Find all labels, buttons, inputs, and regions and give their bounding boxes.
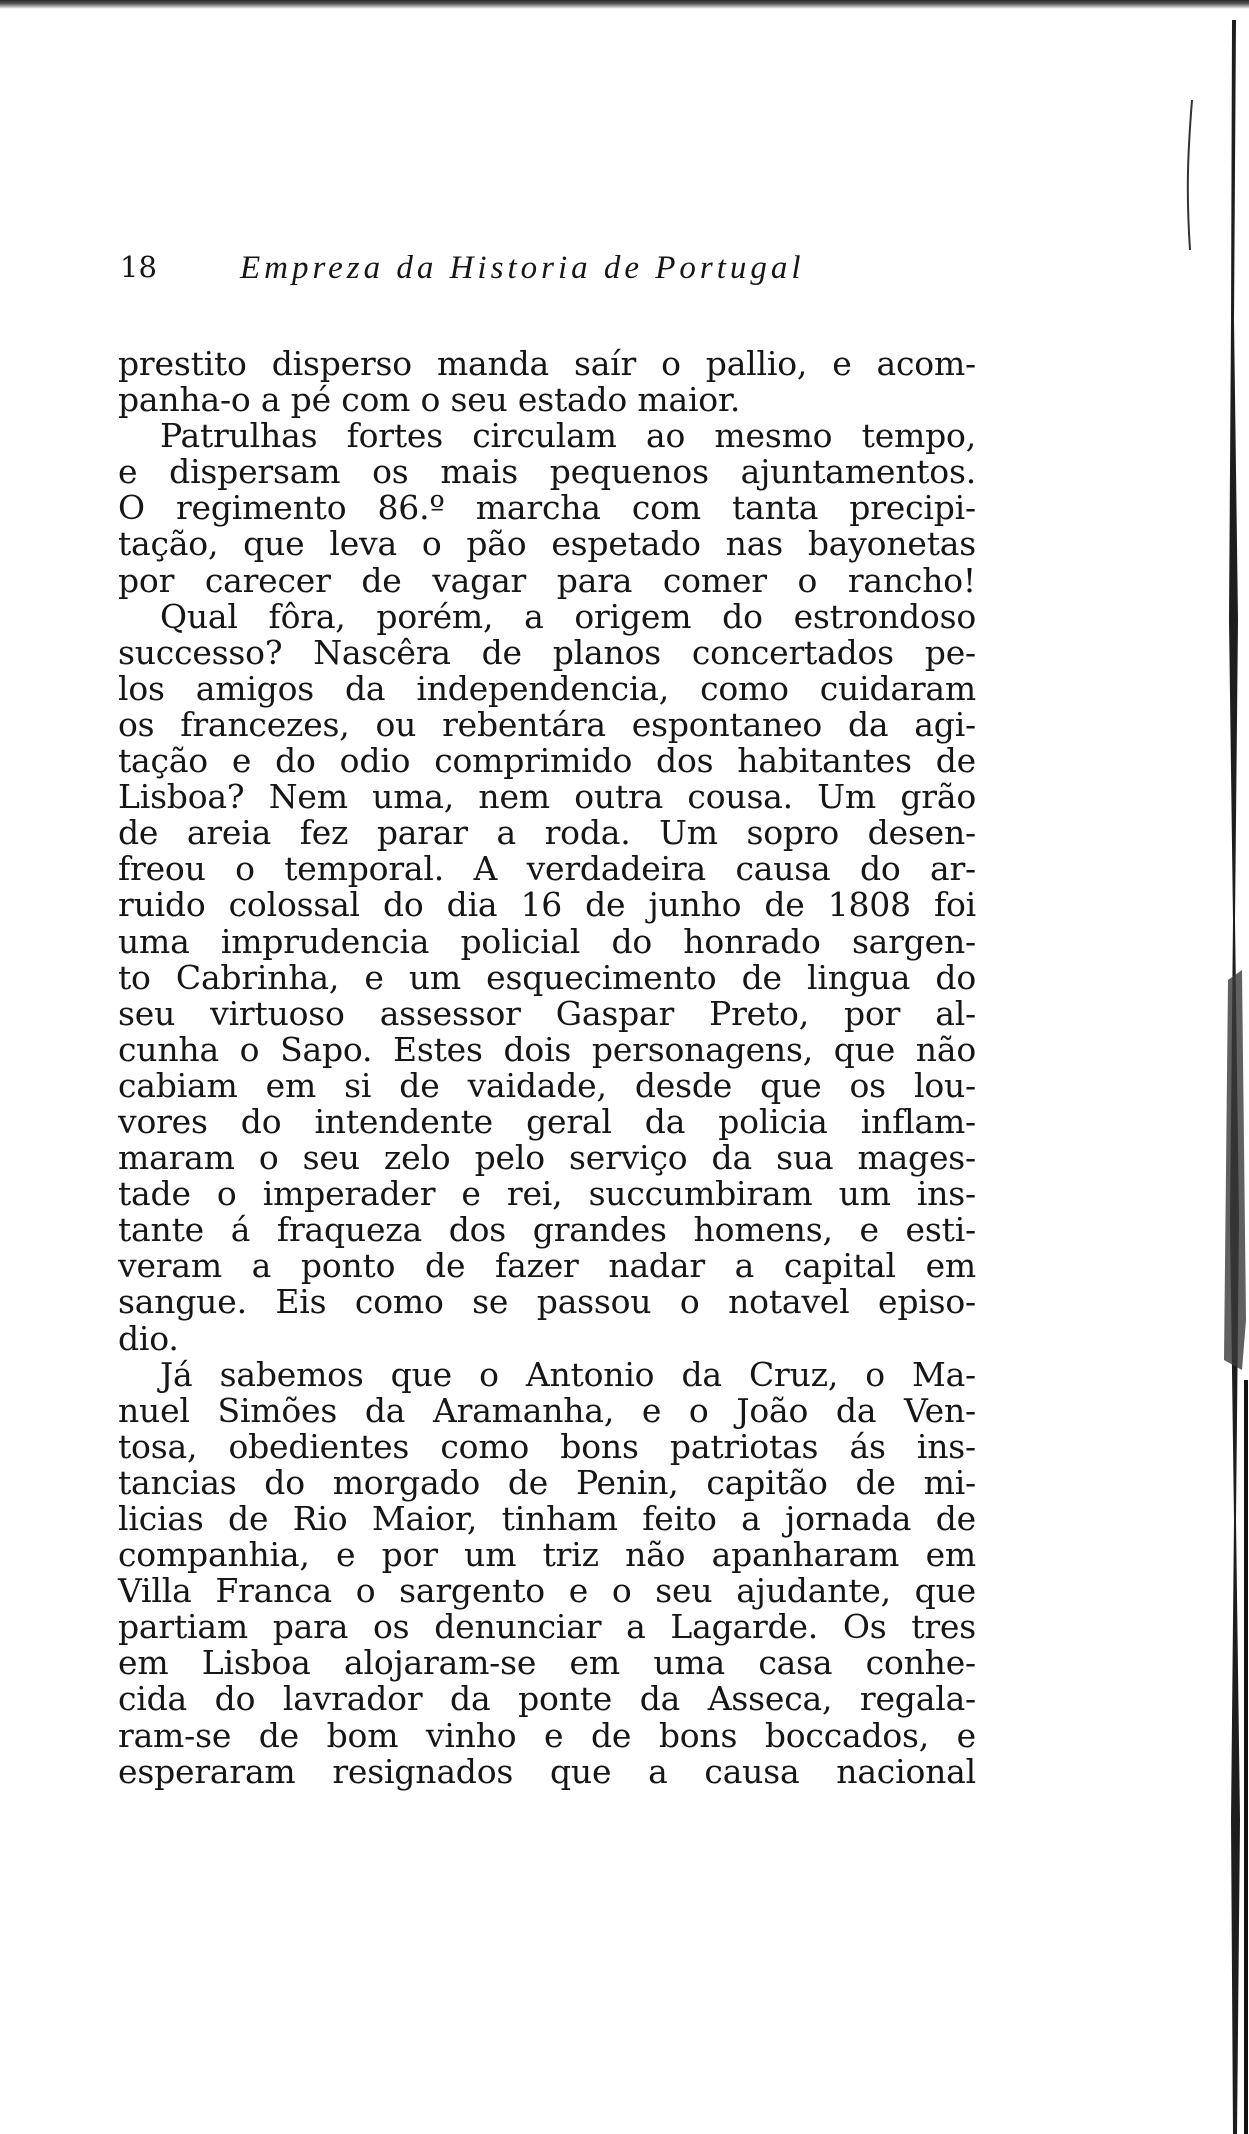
text-line: companhia, e por um triz não apanharam em bbox=[118, 1535, 976, 1575]
text-line: tade o imperader e rei, succumbiram um ins- bbox=[118, 1174, 976, 1214]
body-text bbox=[118, 346, 976, 1790]
text-line: ram-se de bom vinho e de bons boccados, e bbox=[118, 1715, 976, 1755]
text-line: Qual fôra, porém, a origem do estrondoso bbox=[160, 596, 976, 636]
text-line: tação e do odio comprimido dos habitantes de bbox=[118, 741, 976, 781]
text-line: los amigos da independencia, como cuidaram bbox=[118, 668, 976, 708]
text-line: vores do intendente geral da policia inflam- bbox=[118, 1101, 976, 1141]
text-line: tancias do morgado de Penin, capitão de mi- bbox=[118, 1462, 976, 1502]
text-line: veram a ponto de fazer nadar a capital em bbox=[118, 1246, 976, 1286]
text-line: nuel Simões da Aramanha, e o João da Ven- bbox=[118, 1390, 976, 1430]
scan-binding-edge bbox=[1184, 20, 1249, 2134]
text-line: tosa, obedientes como bons patriotas ás ins- bbox=[118, 1426, 976, 1466]
text-line: tação, que leva o pão espetado nas bayonetas bbox=[118, 524, 976, 564]
text-line: por carecer de vagar para comer o rancho! bbox=[118, 560, 976, 600]
text-line: cabiam em si de vaidade, desde que os lou- bbox=[118, 1065, 976, 1105]
page-number: 18 bbox=[120, 250, 157, 284]
text-line: freou o temporal. A verdadeira causa do ar- bbox=[118, 849, 976, 889]
text-line: maram o seu zelo pelo serviço da sua mages- bbox=[118, 1138, 976, 1178]
text-line: Patrulhas fortes circulam ao mesmo tempo, bbox=[160, 416, 976, 456]
text-line: prestito disperso manda saír o pallio, e acom- bbox=[118, 344, 976, 383]
page-header bbox=[120, 250, 860, 290]
text-line: cida do lavrador da ponte da Asseca, regala- bbox=[118, 1679, 976, 1719]
text-line: em Lisboa alojaram-se em uma casa conhe- bbox=[118, 1643, 976, 1683]
text-line: seu virtuoso assessor Gaspar Preto, por al- bbox=[118, 993, 976, 1033]
text-line: partiam para os denunciar a Lagarde. Os tres bbox=[118, 1607, 976, 1647]
text-line: sangue. Eis como se passou o notavel episo- bbox=[118, 1282, 976, 1322]
text-line: de areia fez parar a roda. Um sopro desen- bbox=[118, 813, 976, 853]
text-line: dio. bbox=[118, 1318, 179, 1358]
text-line: O regimento 86.º marcha com tanta precipi- bbox=[118, 488, 976, 528]
text-line: Villa Franca o sargento e o seu ajudante, que bbox=[118, 1571, 976, 1611]
text-line: successo? Nascêra de planos concertados pe- bbox=[118, 632, 976, 672]
text-line: e dispersam os mais pequenos ajuntamentos. bbox=[118, 452, 976, 492]
text-line: tante á fraqueza dos grandes homens, e esti- bbox=[118, 1210, 976, 1250]
text-line: to Cabrinha, e um esquecimento de lingua do bbox=[118, 957, 976, 997]
text-line: cunha o Sapo. Estes dois personagens, que não bbox=[118, 1029, 976, 1069]
text-line: licias de Rio Maior, tinham feito a jornada de bbox=[118, 1499, 976, 1538]
text-line: panha-o a pé com o seu estado maior. bbox=[118, 380, 741, 420]
text-line: esperaram resignados que a causa nacional bbox=[118, 1751, 976, 1791]
text-line: Lisboa? Nem uma, nem outra cousa. Um grão bbox=[118, 777, 976, 817]
running-title: Empreza da Historia de Portugal bbox=[240, 250, 805, 286]
text-line: ruido colossal do dia 16 de junho de 1808 foi bbox=[118, 885, 976, 925]
text-line: uma imprudencia policial do honrado sargen- bbox=[118, 921, 976, 961]
text-line: os francezes, ou rebentára espontaneo da agi- bbox=[118, 704, 976, 744]
text-line: Já sabemos que o Antonio da Cruz, o Ma- bbox=[160, 1354, 976, 1394]
scan-top-edge bbox=[0, 0, 1249, 9]
